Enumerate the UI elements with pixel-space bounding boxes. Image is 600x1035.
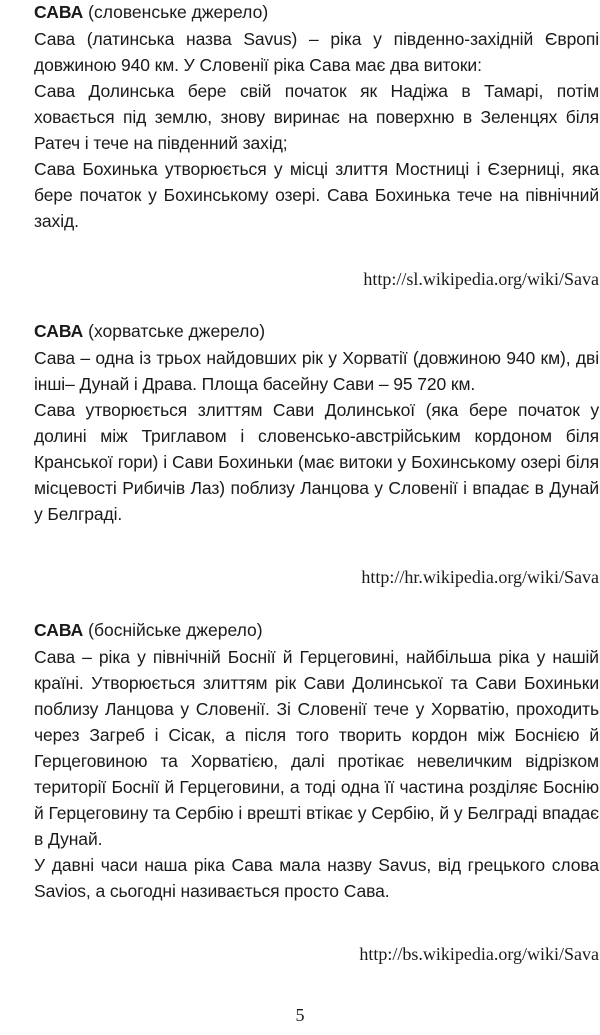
section-heading xyxy=(34,318,599,345)
section-title: САВА xyxy=(34,321,84,341)
paragraph: У давні часи наша ріка Сава мала назву Savus, від грецького слова Savios, а сьогодні називається просто Сава. xyxy=(34,855,599,901)
section-croatian xyxy=(34,318,599,527)
paragraph: Сава утворюється злиттям Сави Долинської (яка бере початок у долині між Триглавом і словенсько-австрійським кордоном біля Кранської гори) і Сави Бохиньки (має витоки у Бохинському озері біля місцевості Рибичів Лаз) поблизу Ланцова у Словенії і впадає в Дунай у Белграді. xyxy=(34,400,599,524)
source-link[interactable]: http://sl.wikipedia.org/wiki/Sava xyxy=(363,269,599,289)
source-link[interactable]: http://hr.wikipedia.org/wiki/Sava xyxy=(361,567,599,587)
section-source-note: (хорватське джерело) xyxy=(83,321,266,341)
paragraph: Сава Бохинька утворюється у місці злиття Мостниці і Єзерниці, яка бере початок у Бохинському озері. Сава Бохинька тече на північний захід. xyxy=(34,159,599,231)
section-bosnian xyxy=(34,617,599,904)
section-title: САВА xyxy=(34,620,84,640)
paragraph: Сава Долинська бере свій початок як Надіжа в Тамарі, потім ховається під землю, знову виринає на поверхню в Зеленцях біля Ратеч і тече на південний захід; xyxy=(34,81,599,153)
section-heading xyxy=(34,617,599,644)
paragraph: Сава (латинська назва Savus) – ріка у південно-західній Європі довжиною 940 км. У Словенії ріка Сава має два витоки: xyxy=(34,29,599,75)
section-title: САВА xyxy=(34,2,84,22)
section-heading xyxy=(34,0,599,26)
section-slovenian xyxy=(34,0,599,234)
page-number: 5 xyxy=(295,1005,305,1025)
paragraph: Сава – одна із трьох найдовших рік у Хорватії (довжиною 940 км), дві інші– Дунай і Драва. Площа басейну Сави – 95 720 км. xyxy=(34,348,599,394)
section-source-note: (боснійське джерело) xyxy=(83,620,263,640)
paragraph: Сава – ріка у північній Боснії й Герцеговині, найбільша ріка у нашій країні. Утворюється злиттям рік Сави Долинської та Сави Бохиньки поблизу Ланцова у Словенії. Зі Словенії тече у Хорватію, проходить через Загреб і Сісак, а після того творить кордон між Боснією й Герцеговиною та Хорватією, далі протікає невеличким відрізком території Боснії й Герцеговини, а тоді одна її частина розділяє Боснію й Герцеговину та Сербію і врешті втікає у Сербію, й у Белграді впадає в Дунай. xyxy=(34,647,599,849)
section-source-note: (словенське джерело) xyxy=(83,2,269,22)
source-link[interactable]: http://bs.wikipedia.org/wiki/Sava xyxy=(359,944,599,964)
